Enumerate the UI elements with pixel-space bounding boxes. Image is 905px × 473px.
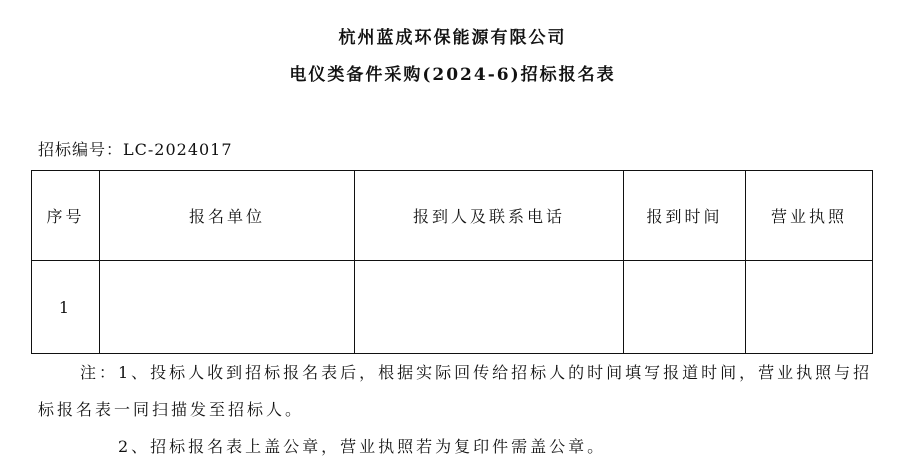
- table-header-row: [32, 171, 873, 261]
- table-row: [32, 261, 873, 354]
- cell-registrant-unit[interactable]: [100, 261, 355, 354]
- registration-table: [31, 170, 873, 354]
- header-registrant-unit: 报名单位: [100, 171, 355, 261]
- note-2: 2、招标报名表上盖公章，营业执照若为复印件需盖公章。: [118, 437, 607, 456]
- form-title: 电仪类备件采购(2024-6)招标报名表: [289, 65, 616, 85]
- company-title: 杭州蓝成环保能源有限公司: [338, 28, 567, 48]
- cell-report-time[interactable]: [624, 261, 746, 354]
- header-contact-person-phone: 报到人及联系电话: [355, 171, 624, 261]
- cell-business-license[interactable]: [746, 261, 873, 354]
- cell-serial-number: 1: [32, 261, 100, 354]
- bid-number: 招标编号：LC-2024017: [38, 140, 233, 159]
- cell-contact-person-phone[interactable]: [355, 261, 624, 354]
- header-business-license: 营业执照: [746, 171, 873, 261]
- note-1-line-2: 标报名表一同扫描发至招标人。: [38, 400, 305, 419]
- header-report-time: 报到时间: [624, 171, 746, 261]
- header-serial-number: 序号: [32, 171, 100, 261]
- note-1-line-1: 注：1、投标人收到招标报名表后，根据实际回传给招标人的时间填写报道时间，营业执照与招: [80, 363, 873, 382]
